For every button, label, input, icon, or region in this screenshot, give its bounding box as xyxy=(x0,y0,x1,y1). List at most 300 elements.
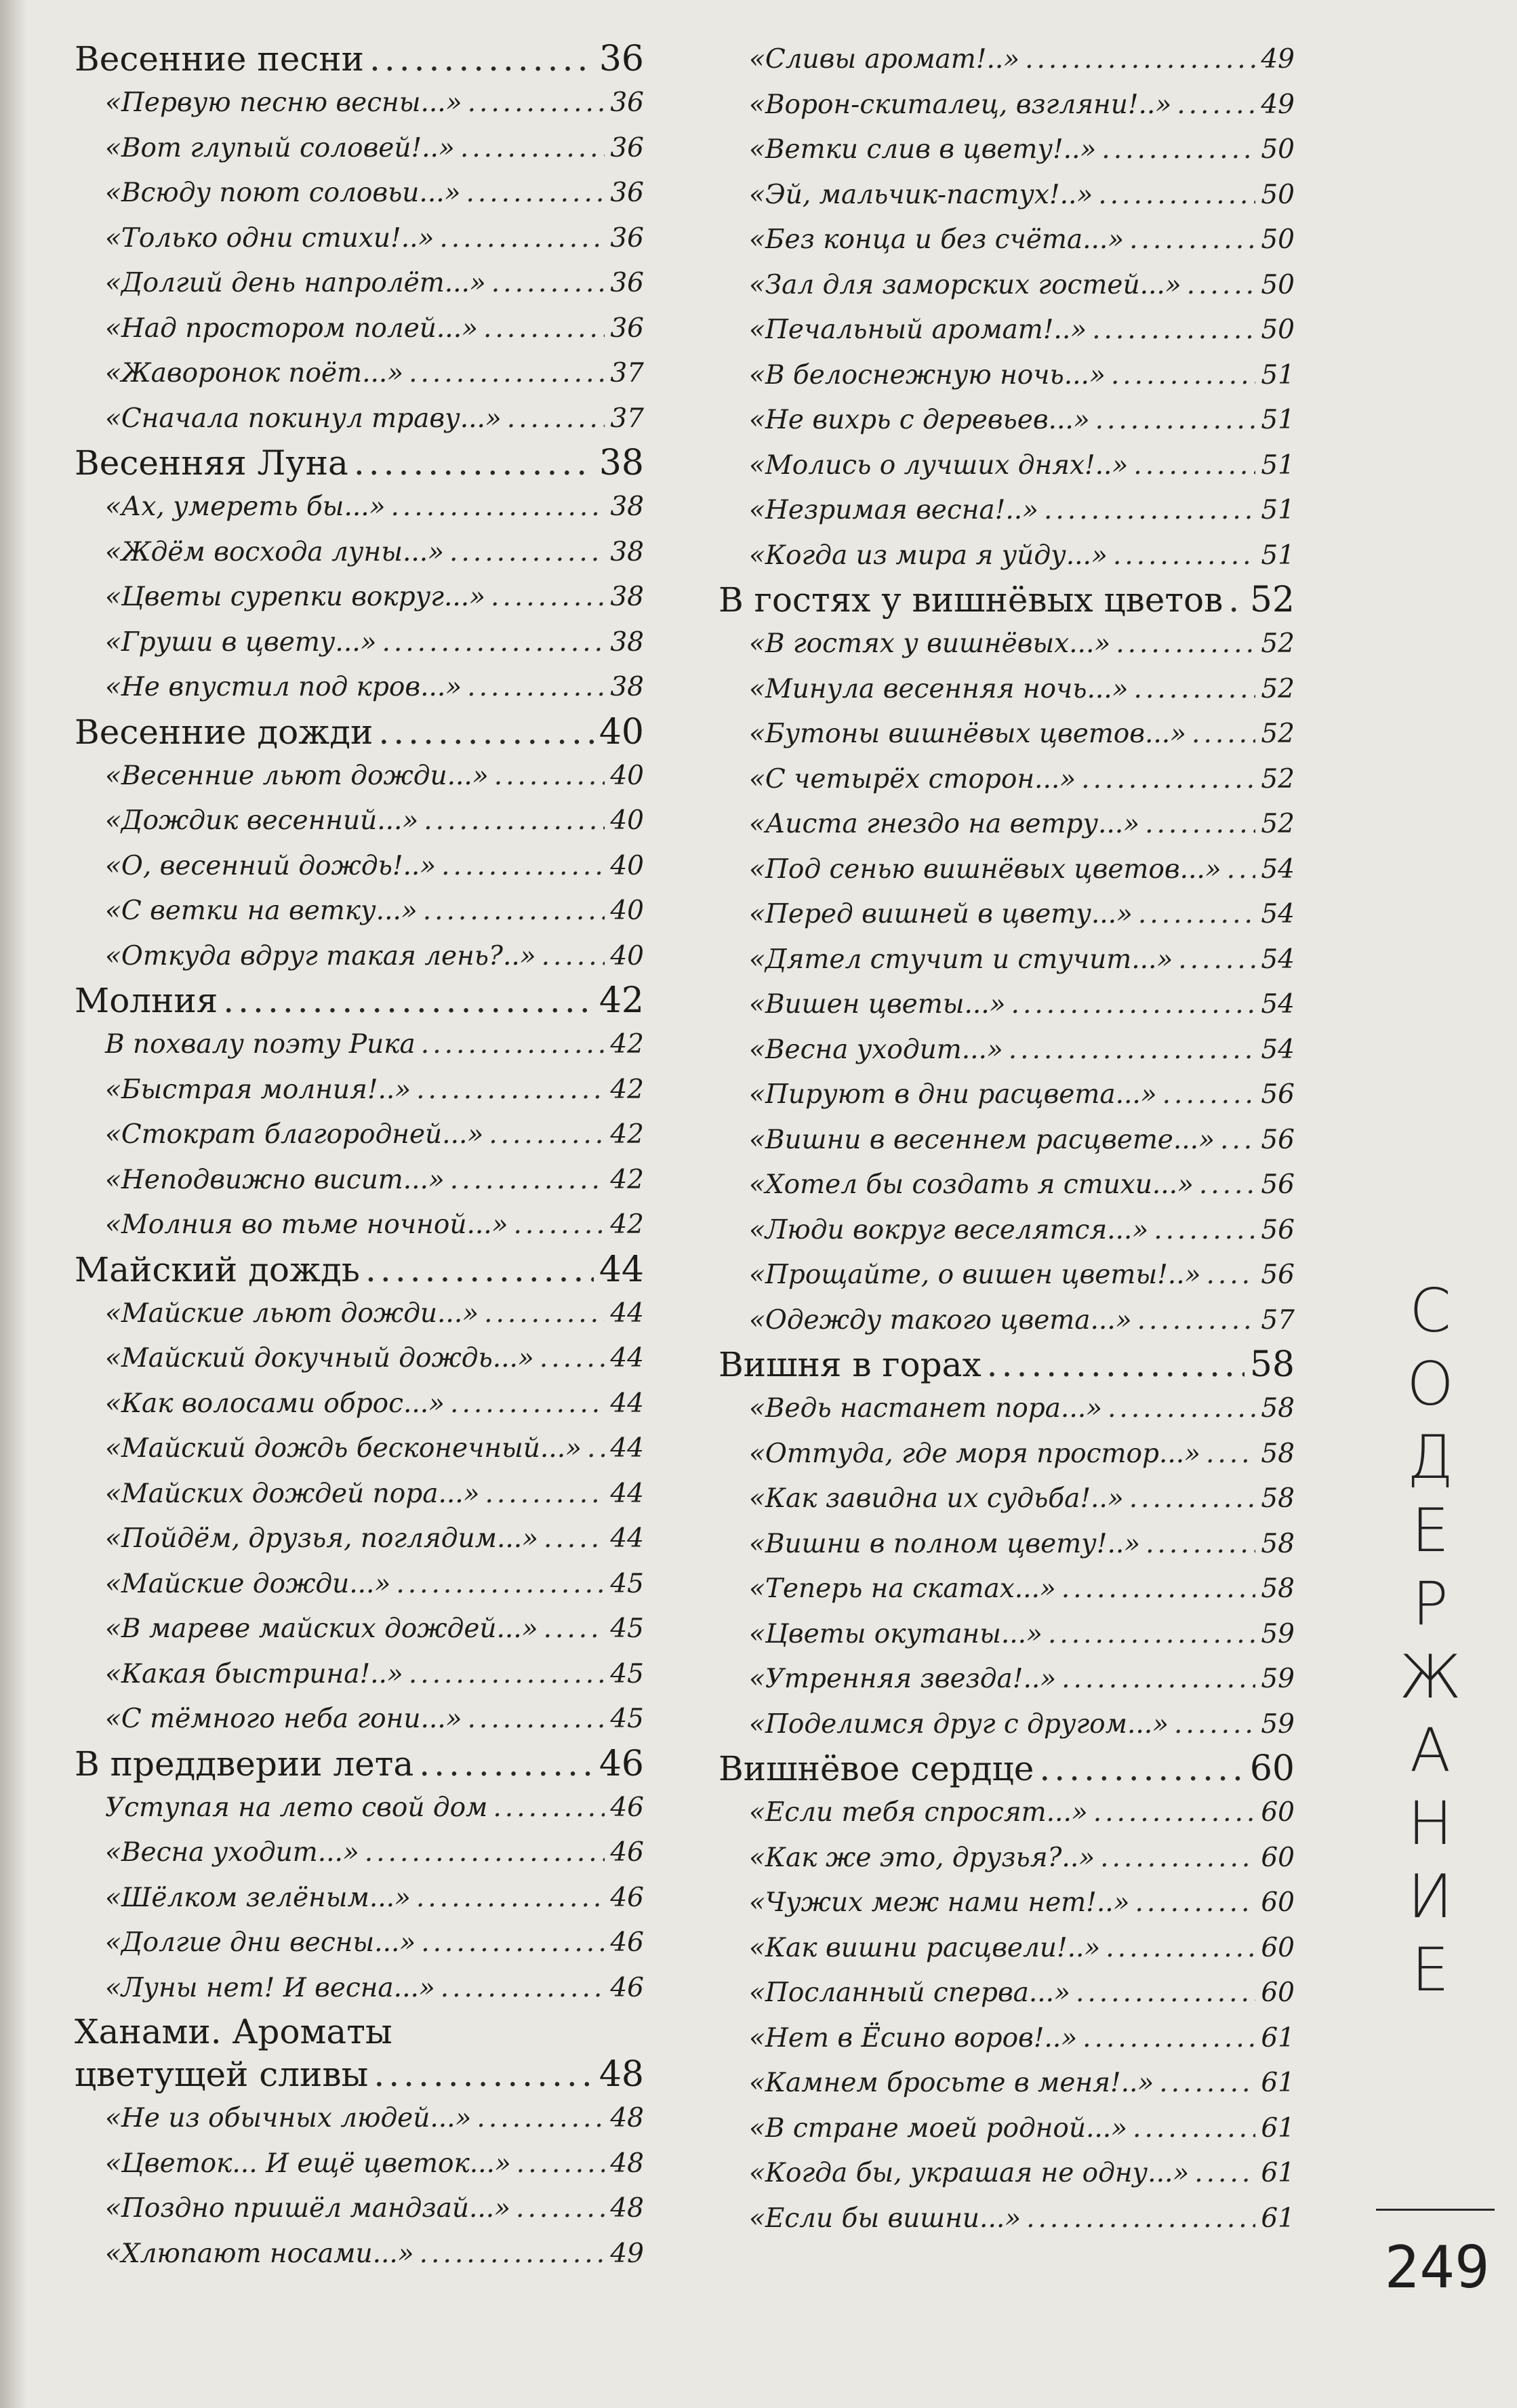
toc-section-title: Весенние песни xyxy=(75,39,364,79)
toc-dot-leader xyxy=(1135,1881,1255,1926)
toc-poem-entry xyxy=(75,1472,644,1517)
toc-poem-entry xyxy=(719,398,1295,443)
toc-poem-entry xyxy=(719,1836,1295,1881)
toc-dot-leader xyxy=(1134,667,1256,713)
toc-dot-leader xyxy=(1146,1522,1255,1567)
toc-dot-leader xyxy=(416,1876,605,1921)
toc-poem-title: «Печальный аромат!..» xyxy=(749,315,1087,345)
toc-page-number: 42 xyxy=(610,1209,644,1240)
toc-page-number: 48 xyxy=(610,2193,644,2224)
toc-poem-entry xyxy=(719,757,1295,803)
toc-dot-leader xyxy=(514,1203,605,1248)
toc-dot-leader xyxy=(466,171,605,216)
contents-title-letter: Н xyxy=(1407,1788,1453,1858)
toc-poem-entry xyxy=(75,1022,644,1068)
toc-poem-title: «Не вихрь с деревьев...» xyxy=(749,405,1090,435)
toc-dot-leader xyxy=(1048,1612,1255,1658)
toc-poem-entry xyxy=(719,1208,1295,1253)
toc-dot-leader xyxy=(365,1830,605,1876)
toc-dot-leader xyxy=(1076,1971,1255,2016)
toc-page-number: 52 xyxy=(1261,719,1295,749)
toc-poem-entry xyxy=(75,799,644,844)
toc-poem-title: «О, весенний дождь!..» xyxy=(105,850,437,881)
toc-dot-leader xyxy=(485,1472,605,1517)
toc-page-number: 56 xyxy=(1261,1124,1295,1155)
toc-poem-entry xyxy=(719,622,1295,667)
toc-poem-title: «Ах, умереть бы...» xyxy=(105,491,386,522)
toc-dot-leader xyxy=(516,2186,605,2232)
toc-poem-title: «Сливы аромат!..» xyxy=(749,44,1020,75)
toc-poem-title: «Перед вишней в цвету...» xyxy=(749,899,1133,929)
toc-dot-leader xyxy=(1061,1657,1255,1702)
toc-page-number: 52 xyxy=(1261,628,1295,659)
toc-dot-leader xyxy=(441,844,605,889)
toc-poem-title: «Молись о лучших днях!..» xyxy=(749,449,1129,481)
toc-poem-entry xyxy=(719,1072,1295,1118)
toc-poem-entry xyxy=(719,1881,1295,1926)
toc-dot-leader xyxy=(1174,1702,1255,1748)
toc-poem-title: «Утренняя звезда!..» xyxy=(749,1664,1057,1694)
toc-poem-title: «Если тебя спросят...» xyxy=(749,1797,1088,1828)
toc-poem-title: «Цветы окутаны...» xyxy=(749,1618,1043,1649)
toc-page-number: 49 xyxy=(610,2238,644,2269)
toc-poem-entry xyxy=(75,397,644,442)
toc-poem-title: «С четырёх сторон...» xyxy=(749,763,1076,795)
toc-dot-leader xyxy=(483,306,605,352)
toc-dot-leader xyxy=(421,1921,605,1966)
toc-poem-title: В похвалу поэту Рика xyxy=(105,1029,416,1060)
toc-page-number: 38 xyxy=(610,582,644,612)
toc-dot-leader xyxy=(1227,847,1256,893)
toc-poem-entry xyxy=(75,1562,644,1607)
toc-poem-entry xyxy=(75,1517,644,1562)
toc-page-number: 38 xyxy=(610,536,644,567)
toc-poem-title: «Вишни в весеннем расцвете...» xyxy=(749,1124,1215,1155)
toc-poem-title: «Весна уходит...» xyxy=(749,1034,1003,1065)
toc-poem-entry xyxy=(75,665,644,710)
toc-poem-entry xyxy=(719,443,1295,489)
toc-dot-leader xyxy=(1116,622,1255,667)
toc-poem-title: «Ведь настанет пора...» xyxy=(749,1393,1102,1424)
toc-right-column xyxy=(719,37,1295,2241)
toc-page-number: 48 xyxy=(610,2103,644,2133)
toc-dot-leader xyxy=(1133,443,1255,489)
toc-poem-entry xyxy=(75,620,644,666)
toc-dot-leader xyxy=(540,1336,605,1382)
toc-poem-entry xyxy=(75,2142,644,2187)
toc-poem-entry xyxy=(719,1477,1295,1522)
toc-poem-entry xyxy=(719,1028,1295,1073)
toc-page-number: 56 xyxy=(1261,1214,1295,1245)
toc-page-number: 45 xyxy=(610,1613,644,1644)
toc-dot-leader xyxy=(1113,534,1256,579)
toc-poem-title: «Когда бы, украшая не одну...» xyxy=(749,2158,1190,2188)
toc-poem-title: «Груши в цвету...» xyxy=(105,626,377,658)
toc-poem-entry xyxy=(719,127,1295,173)
toc-dot-leader xyxy=(493,1786,605,1831)
toc-dot-leader xyxy=(423,889,605,934)
toc-poem-title: «Оттуда, где моря простор...» xyxy=(749,1438,1200,1469)
toc-poem-title: «Одежду такого цвета...» xyxy=(749,1304,1132,1336)
toc-page-number: 45 xyxy=(610,1658,644,1689)
toc-dot-leader xyxy=(517,2142,605,2187)
toc-dot-leader xyxy=(409,1652,605,1698)
toc-dot-leader xyxy=(1129,218,1255,263)
toc-poem-entry xyxy=(719,2106,1295,2152)
toc-dot-leader xyxy=(424,799,605,844)
toc-poem-entry xyxy=(719,1926,1295,1971)
toc-dot-leader xyxy=(1100,1836,1255,1881)
toc-dot-leader xyxy=(542,934,605,980)
toc-section-title: В преддверии лета xyxy=(75,1744,414,1784)
toc-page-number: 40 xyxy=(610,850,644,881)
toc-page-number: 51 xyxy=(1261,405,1295,435)
contents-title-letter: С xyxy=(1409,1276,1451,1346)
toc-poem-entry xyxy=(719,847,1295,893)
toc-poem-entry xyxy=(719,37,1295,83)
contents-title-letter: А xyxy=(1409,1715,1451,1785)
toc-poem-title: «Быстрая молния!..» xyxy=(105,1074,411,1105)
page-number-rule xyxy=(1376,2209,1495,2211)
toc-dot-leader xyxy=(396,1562,605,1607)
toc-poem-title: «Люди вокруг веселятся...» xyxy=(749,1214,1149,1245)
toc-poem-title: «Как вишни расцвели!..» xyxy=(749,1932,1101,1963)
toc-dot-leader xyxy=(1192,712,1255,757)
toc-page-number: 38 xyxy=(610,491,644,522)
toc-dot-leader xyxy=(421,1022,605,1068)
toc-dot-leader xyxy=(1081,757,1255,803)
toc-poem-title: «Молния во тьме ночной...» xyxy=(105,1209,508,1240)
toc-section-entry xyxy=(75,2011,644,2096)
toc-dot-leader xyxy=(1101,127,1255,173)
toc-poem-entry xyxy=(719,488,1295,534)
toc-poem-entry xyxy=(75,1786,644,1831)
toc-dot-leader xyxy=(1178,938,1255,983)
toc-poem-title: «Цветы сурепки вокруг...» xyxy=(105,582,486,612)
toc-poem-title: «Без конца и без счёта...» xyxy=(749,224,1125,255)
toc-dot-leader xyxy=(378,710,593,754)
toc-poem-entry xyxy=(75,1921,644,1966)
toc-poem-title: «Поздно пришёл мандзай...» xyxy=(105,2193,511,2224)
toc-page-number: 57 xyxy=(1261,1304,1295,1336)
toc-poem-title: «В белоснежную ночь...» xyxy=(749,359,1106,390)
toc-page-number: 60 xyxy=(1261,1842,1295,1873)
toc-section-entry xyxy=(719,1343,1295,1386)
toc-poem-title: «Поделимся друг с другом...» xyxy=(749,1708,1169,1740)
toc-page-number: 51 xyxy=(1261,495,1295,525)
toc-dot-leader xyxy=(467,665,605,710)
toc-poem-title: «Над простором полей...» xyxy=(105,313,478,344)
toc-section-title: Весенняя Луна xyxy=(75,443,348,483)
toc-dot-leader xyxy=(1194,2151,1255,2196)
toc-dot-leader xyxy=(391,485,605,530)
toc-poem-title: «Как завидна их судьба!..» xyxy=(749,1483,1124,1514)
toc-poem-title: «Теперь на скатах...» xyxy=(749,1573,1056,1604)
toc-poem-entry xyxy=(719,2061,1295,2106)
toc-page-number: 50 xyxy=(1261,269,1295,300)
toc-poem-title: «Хотел бы создать я стихи...» xyxy=(749,1169,1194,1200)
toc-page-number: 37 xyxy=(610,358,644,388)
toc-page-number: 42 xyxy=(610,1119,644,1150)
toc-page-number: 42 xyxy=(610,1074,644,1105)
toc-poem-entry xyxy=(719,2151,1295,2196)
toc-poem-entry xyxy=(75,306,644,352)
toc-page-number: 54 xyxy=(1261,1034,1295,1065)
toc-poem-title: «Майских дождей пора...» xyxy=(105,1478,480,1509)
toc-poem-title: «Вишни в полном цвету!..» xyxy=(749,1528,1141,1559)
toc-poem-title: «Только одни стихи!..» xyxy=(105,222,434,254)
toc-poem-entry xyxy=(75,1382,644,1427)
toc-dot-leader xyxy=(1061,1567,1256,1612)
toc-dot-leader xyxy=(420,2232,605,2277)
toc-page-number: 45 xyxy=(610,1568,644,1599)
toc-section-entry xyxy=(75,441,644,485)
toc-section-entry xyxy=(75,979,644,1022)
toc-poem-entry xyxy=(75,844,644,889)
toc-page-number: 60 xyxy=(1261,1978,1295,2008)
toc-dot-leader xyxy=(468,81,605,126)
toc-page-number: 56 xyxy=(1261,1169,1295,1200)
toc-poem-title: «Всюду поют соловьи...» xyxy=(105,178,461,208)
toc-poem-title: «Майский докучный дождь...» xyxy=(105,1343,534,1373)
toc-poem-entry xyxy=(75,351,644,397)
toc-section-title: Молния xyxy=(75,981,218,1020)
toc-poem-entry xyxy=(719,667,1295,713)
toc-poem-title: «В мареве майских дождей...» xyxy=(105,1613,538,1644)
toc-dot-leader xyxy=(1011,982,1256,1028)
toc-dot-leader xyxy=(491,575,605,620)
toc-left-column xyxy=(75,37,644,2276)
toc-dot-leader xyxy=(491,261,605,306)
toc-dot-leader xyxy=(450,1158,605,1203)
toc-poem-title: «Дятел стучит и стучит...» xyxy=(749,944,1173,975)
toc-poem-title: «Майские дожди...» xyxy=(105,1568,391,1599)
toc-poem-entry xyxy=(719,1432,1295,1477)
toc-poem-entry xyxy=(719,938,1295,983)
toc-poem-entry xyxy=(75,1068,644,1113)
toc-page-number: 44 xyxy=(610,1433,644,1464)
toc-poem-title: «Эй, мальчик-пастух!..» xyxy=(749,179,1093,210)
toc-page-number: 54 xyxy=(1261,944,1295,975)
toc-poem-entry xyxy=(719,712,1295,757)
toc-dot-leader xyxy=(1098,173,1255,218)
toc-poem-title: «С ветки на ветку...» xyxy=(105,896,418,926)
toc-poem-title: «Пойдём, друзья, поглядим...» xyxy=(105,1523,539,1554)
toc-page-number: 52 xyxy=(1261,673,1295,704)
toc-page-number: 48 xyxy=(610,2148,644,2179)
toc-page-number: 49 xyxy=(1261,89,1295,120)
toc-page-number: 36 xyxy=(610,178,644,208)
toc-dot-leader xyxy=(1044,488,1255,534)
toc-page-number: 58 xyxy=(1261,1438,1295,1469)
toc-dot-leader xyxy=(449,530,605,576)
toc-poem-entry xyxy=(719,1163,1295,1208)
toc-dot-leader xyxy=(1187,263,1256,308)
toc-section-entry xyxy=(719,1747,1295,1790)
toc-poem-title: «Откуда вдруг такая лень?..» xyxy=(105,940,536,971)
toc-poem-entry xyxy=(75,1652,644,1698)
toc-section-entry xyxy=(75,710,644,754)
toc-poem-entry xyxy=(719,173,1295,218)
toc-page-number: 38 xyxy=(610,672,644,702)
toc-dot-leader xyxy=(1039,1747,1244,1790)
toc-page-number: 36 xyxy=(610,268,644,298)
toc-page-number: 61 xyxy=(1261,2022,1295,2053)
toc-poem-entry xyxy=(75,934,644,980)
toc-poem-entry xyxy=(75,530,644,576)
toc-section-title: В гостях у вишнёвых цветов xyxy=(719,580,1223,620)
toc-page-number: 40 xyxy=(610,760,644,791)
toc-page-number: 36 xyxy=(610,313,644,344)
toc-poem-title: «Какая быстрина!..» xyxy=(105,1658,403,1689)
toc-dot-leader xyxy=(1137,1298,1256,1344)
toc-poem-entry xyxy=(719,308,1295,353)
toc-page-number: 60 xyxy=(1261,1932,1295,1963)
toc-dot-leader xyxy=(1206,1253,1255,1298)
toc-poem-title: «Долгий день напролёт...» xyxy=(105,268,486,298)
toc-poem-entry xyxy=(75,261,644,306)
toc-poem-title: «Нет в Ёсино воров!..» xyxy=(749,2022,1078,2053)
toc-page-number: 46 xyxy=(610,1882,644,1913)
toc-page-number: 46 xyxy=(599,1743,644,1784)
toc-dot-leader xyxy=(416,1068,605,1113)
toc-page-number: 38 xyxy=(599,443,644,483)
toc-poem-title: «Сначала покинул траву...» xyxy=(105,403,502,434)
toc-poem-title: «Аиста гнездо на ветру...» xyxy=(749,809,1140,839)
toc-dot-leader xyxy=(544,1607,605,1652)
toc-poem-title: «Как волосами оброс...» xyxy=(105,1388,445,1419)
toc-page-number: 59 xyxy=(1261,1618,1295,1649)
toc-poem-title: «Бутоны вишнёвых цветов...» xyxy=(749,719,1187,749)
toc-dot-leader xyxy=(484,1291,605,1337)
toc-dot-leader xyxy=(369,37,594,81)
toc-page-number: 37 xyxy=(610,403,644,434)
toc-poem-title: Уступая на лето свой дом xyxy=(105,1792,488,1823)
toc-dot-leader xyxy=(587,1426,605,1472)
toc-page-number: 40 xyxy=(599,711,644,752)
toc-page-number: 54 xyxy=(1261,854,1295,885)
toc-dot-leader xyxy=(1106,1926,1255,1971)
toc-poem-entry xyxy=(719,83,1295,128)
toc-poem-entry xyxy=(719,1702,1295,1748)
toc-poem-entry xyxy=(75,2096,644,2142)
toc-page-number: 58 xyxy=(1261,1483,1295,1514)
toc-poem-title: «Вишен цветы...» xyxy=(749,989,1006,1020)
toc-poem-title: «Дождик весенний...» xyxy=(105,805,419,836)
toc-poem-entry xyxy=(75,2186,644,2232)
toc-page-number: 51 xyxy=(1261,359,1295,390)
toc-poem-entry xyxy=(719,1971,1295,2016)
toc-page-number: 42 xyxy=(610,1164,644,1195)
toc-dot-leader xyxy=(1220,1118,1255,1163)
toc-poem-title: «Майский дождь бесконечный...» xyxy=(105,1433,582,1464)
toc-poem-entry xyxy=(75,1607,644,1652)
toc-dot-leader xyxy=(1129,1477,1256,1522)
toc-poem-title: «Пируют в дни расцвета...» xyxy=(749,1079,1157,1110)
toc-poem-entry xyxy=(719,2016,1295,2062)
toc-section-title: Вишнёвое сердце xyxy=(719,1749,1034,1788)
toc-dot-leader xyxy=(1228,578,1245,622)
toc-page-number: 50 xyxy=(1261,224,1295,255)
toc-poem-entry xyxy=(75,1112,644,1158)
toc-dot-leader xyxy=(1159,2061,1255,2106)
toc-poem-entry xyxy=(719,1118,1295,1163)
contents-title-letter: Е xyxy=(1411,1496,1449,1565)
toc-dot-leader xyxy=(1009,1028,1256,1073)
toc-dot-leader xyxy=(468,1697,605,1742)
toc-poem-title: «Зал для заморских гостей...» xyxy=(749,269,1181,300)
toc-page-number: 52 xyxy=(1261,809,1295,839)
toc-page-number: 44 xyxy=(610,1523,644,1554)
toc-page-number: 36 xyxy=(610,222,644,254)
toc-page-number: 58 xyxy=(1261,1393,1295,1424)
toc-page-number: 44 xyxy=(610,1388,644,1419)
toc-page-number: 49 xyxy=(1261,44,1295,75)
toc-dot-leader xyxy=(450,1382,605,1427)
toc-poem-entry xyxy=(719,1790,1295,1836)
toc-page-number: 40 xyxy=(610,940,644,971)
toc-poem-entry xyxy=(719,218,1295,263)
toc-page-number: 51 xyxy=(1261,540,1295,571)
toc-poem-entry xyxy=(719,982,1295,1028)
toc-section-entry xyxy=(719,578,1295,622)
toc-dot-leader xyxy=(477,2096,605,2142)
toc-poem-entry xyxy=(719,263,1295,308)
contents-title-letter: Д xyxy=(1407,1422,1454,1492)
toc-dot-leader xyxy=(382,620,605,666)
toc-page-number: 36 xyxy=(599,39,644,79)
contents-title-letter: Е xyxy=(1411,1935,1449,2005)
toc-poem-entry xyxy=(719,1386,1295,1432)
toc-dot-leader xyxy=(1083,2016,1255,2062)
toc-poem-entry xyxy=(719,2196,1295,2242)
toc-page-number: 52 xyxy=(1249,580,1295,620)
toc-page-number: 60 xyxy=(1261,1887,1295,1918)
toc-poem-title: «Когда из мира я уйду...» xyxy=(749,540,1108,571)
contents-title-letter: Ж xyxy=(1399,1642,1461,1712)
toc-poem-title: «Первую песню весны...» xyxy=(105,87,462,118)
toc-poem-title: «Камнем бросьте в меня!..» xyxy=(749,2068,1154,2098)
toc-page-number: 50 xyxy=(1261,179,1295,210)
toc-dot-leader xyxy=(1108,1386,1255,1432)
toc-poem-entry xyxy=(75,216,644,262)
toc-page-number: 54 xyxy=(1261,899,1295,929)
toc-dot-leader xyxy=(987,1343,1245,1386)
toc-page-number: 46 xyxy=(610,1927,644,1958)
toc-poem-entry xyxy=(719,1253,1295,1298)
toc-poem-entry xyxy=(75,1158,644,1203)
toc-poem-entry xyxy=(75,81,644,126)
toc-page-number: 36 xyxy=(610,87,644,118)
toc-poem-title: «Луны нет! И весна...» xyxy=(105,1972,435,2003)
toc-section-entry xyxy=(75,1742,644,1786)
toc-dot-leader xyxy=(365,1248,594,1291)
toc-poem-entry xyxy=(719,1298,1295,1344)
toc-dot-leader xyxy=(1199,1163,1256,1208)
toc-dot-leader xyxy=(489,1112,605,1158)
toc-page-number: 46 xyxy=(610,1972,644,2003)
toc-poem-title: «Ветки слив в цвету!..» xyxy=(749,134,1097,165)
toc-poem-entry xyxy=(75,1426,644,1472)
toc-poem-entry xyxy=(75,1203,644,1248)
toc-section-title-line1: Ханами. Ароматы xyxy=(75,2012,392,2051)
toc-page-number: 61 xyxy=(1261,2203,1295,2234)
toc-page-number: 46 xyxy=(610,1837,644,1868)
page-number: 249 xyxy=(1384,2234,1490,2302)
toc-dot-leader xyxy=(460,126,605,172)
toc-page-number: 58 xyxy=(1261,1573,1295,1604)
toc-poem-entry xyxy=(75,1966,644,2011)
